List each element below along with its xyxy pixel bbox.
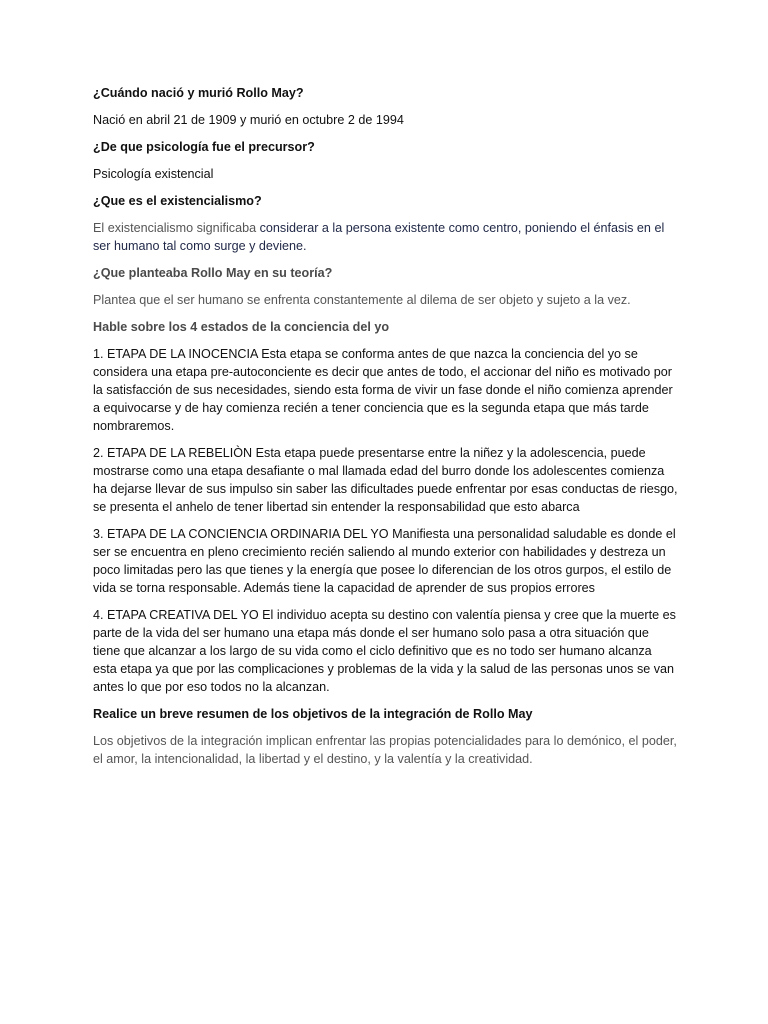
answer-existentialism-period: .: [303, 239, 307, 253]
answer-theory: Plantea que el ser humano se enfrenta constantemente al dilema de ser objeto y sujeto a la vez.: [93, 293, 631, 307]
answer-psychology: Psicología existencial: [93, 167, 214, 181]
stage-rebellion: 2. ETAPA DE LA REBELIÒN Esta etapa puede presentarse entre la niñez y la adolescencia, puede mostrarse como una etapa desafiante o mal llamada edad del burro donde los adolescentes comienza ha dejarse llevar de sus impulso sin saber las dificultades puede enfrentar por esas conductas de riesgo, se presenta el anhelo de tener libertad sin entender la responsabilidad que esto abarca: [93, 446, 678, 514]
answer-integration: Los objetivos de la integración implican enfrentar las propias potencialidades para lo demónico, el poder, el amor, la intencionalidad, la libertad y el destino, y la valentía y la creatividad.: [93, 734, 677, 766]
question-birth-death: ¿Cuándo nació y murió Rollo May?: [93, 86, 304, 100]
question-stages: Hable sobre los 4 estados de la conciencia del yo: [93, 320, 390, 334]
question-theory: ¿Que planteaba Rollo May en su teoría?: [93, 266, 333, 280]
question-psychology: ¿De que psicología fue el precursor?: [93, 140, 315, 154]
stage-innocence: 1. ETAPA DE LA INOCENCIA Esta etapa se conforma antes de que nazca la conciencia del yo se considera una etapa pre-autoconciente es decir que antes de todo, el accionar del niño es motivado por la satisfacción de sus necesidades, siendo esta forma de vivir un fase donde el niño comienza aprender a equivocarse y de hay comienza recién a tener conciencia que es la segunda etapa que más tarde nombraremos.: [93, 347, 673, 433]
answer-existentialism: [93, 219, 678, 255]
question-integration: Realice un breve resumen de los objetivos de la integración de Rollo May: [93, 707, 533, 721]
answer-existentialism-intro: El existencialismo significaba: [93, 221, 260, 235]
stage-ordinary-consciousness: 3. ETAPA DE LA CONCIENCIA ORDINARIA DEL YO Manifiesta una personalidad saludable es donde el ser se encuentra en pleno crecimiento recién saliendo al mundo exterior con habilidades y destreza un poco limitadas pero las que tienes y la energía que posee lo diferencian de los otros gurpos, el estilo de vida se torna responsable. Además tiene la capacidad de aprender de sus propios errores: [93, 527, 676, 595]
document-page: [93, 84, 678, 777]
answer-birth-death: Nació en abril 21 de 1909 y murió en octubre 2 de 1994: [93, 113, 404, 127]
answer-existentialism-definition: considerar a la persona existente como centro, poniendo el énfasis en el ser humano tal como surge y deviene: [93, 221, 665, 253]
stage-creative: 4. ETAPA CREATIVA DEL YO El individuo acepta su destino con valentía piensa y cree que la muerte es parte de la vida del ser humano una etapa más donde el ser humano solo pasa a otra situación que tiene que alcanzar a los largo de su vida como el ciclo definitivo que es no todo ser humano alcanza esta etapa ya que por las complicaciones y problemas de la vida y la salud de las personas unos se van antes lo que por eso todos no la alcanzan.: [93, 608, 676, 694]
question-existentialism: ¿Que es el existencialismo?: [93, 194, 262, 208]
